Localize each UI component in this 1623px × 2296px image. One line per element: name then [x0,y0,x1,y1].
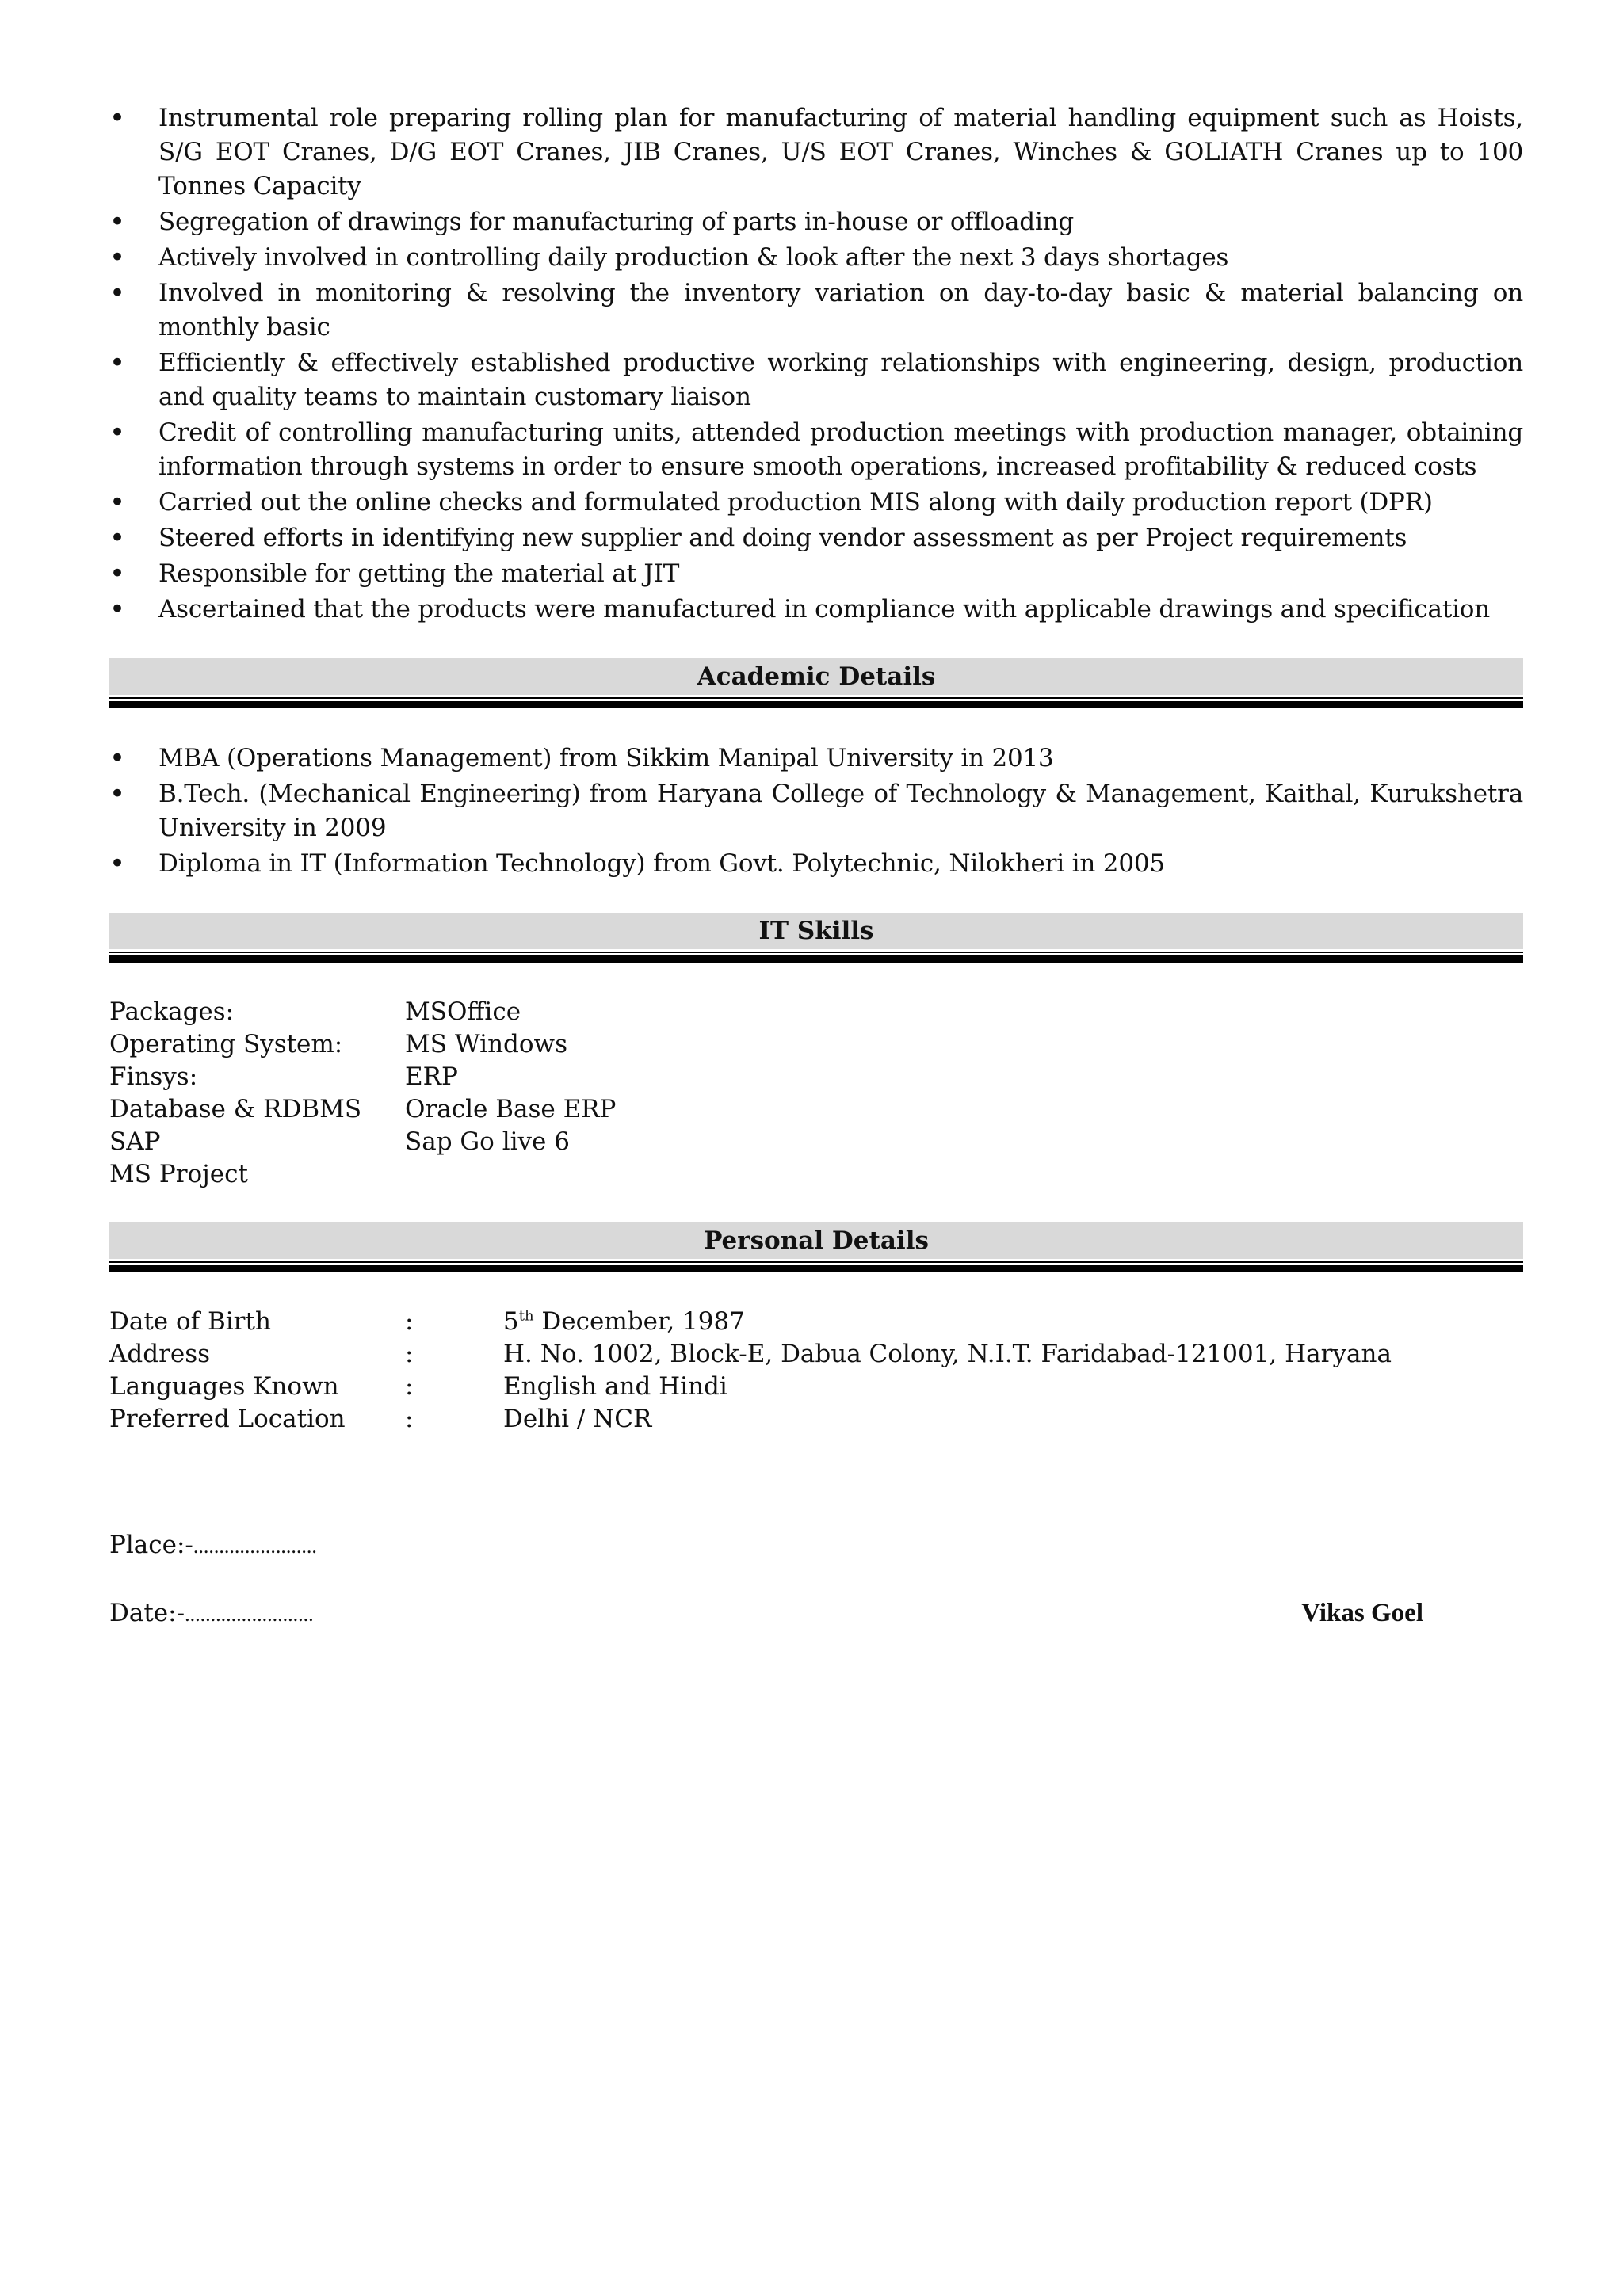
skill-value: MS Windows [405,1030,567,1058]
bullet-icon: • [109,242,125,273]
bullet-icon: • [109,206,125,238]
table-row [109,1306,1523,1338]
skill-label: Packages: [109,997,235,1026]
place-line: Place:-........................ [109,1531,317,1559]
bullet-icon: • [109,486,125,518]
separator: : [405,1405,414,1433]
table-row [109,996,1523,1028]
languages-label: Languages Known [109,1372,339,1401]
location-label: Preferred Location [109,1405,346,1433]
table-row [109,1371,1523,1403]
divider [109,952,1523,953]
separator: : [405,1372,414,1401]
location-value: Delhi / NCR [503,1405,652,1433]
section-title: IT Skills [109,913,1523,949]
divider [109,1261,1523,1263]
list-item: • Credit of controlling manufacturing units, attended production meetings with production manager, obtaining information through systems in order to ensure smooth operations, increased profitability & reduced costs [109,417,1523,481]
list-item: • MBA (Operations Management) from Sikkim Manipal University in 2013 [109,742,1054,774]
table-row [109,1338,1523,1371]
list-item: • Ascertained that the products were manufactured in compliance with applicable drawings and specification [109,593,1491,625]
bullet-icon: • [109,558,125,589]
list-item: • Segregation of drawings for manufacturing of parts in-house or offloading [109,206,1075,238]
separator: : [405,1307,414,1336]
date-line: Date:-......................... Vikas Goel [109,1599,1423,1627]
skill-label: Finsys: [109,1062,198,1091]
dob-label: Date of Birth [109,1307,271,1336]
bullet-icon: • [109,593,125,625]
bullet-icon: • [109,742,125,774]
bullet-icon: • [109,778,125,810]
dob-value: 5th December, 1987 [503,1307,745,1336]
academic-list [109,742,1523,881]
list-item: • Diploma in IT (Information Technology) from Govt. Polytechnic, Nilokheri in 2005 [109,848,1165,879]
languages-value: English and Hindi [503,1372,727,1401]
divider [109,697,1523,699]
experience-list [109,101,1523,627]
list-item: • Carried out the online checks and formulated production MIS along with daily production report (DPR) [109,486,1433,518]
skill-label: SAP [109,1127,161,1156]
table-row [109,1028,1523,1061]
skill-value: MSOffice [405,997,521,1026]
list-item: • Involved in monitoring & resolving the inventory variation on day-to-day basic & material balancing on monthly basic [109,277,1523,341]
section-title: Personal Details [109,1222,1523,1259]
list-item: • Steered efforts in identifying new supplier and doing vendor assessment as per Project requirements [109,522,1407,554]
skill-label: Database & RDBMS [109,1095,362,1123]
divider [109,1265,1523,1272]
skill-value: ERP [405,1062,458,1091]
list-item: • B.Tech. (Mechanical Engineering) from Haryana College of Technology & Management, Kaithal, Kurukshetra University in 2009 [109,778,1523,842]
skill-label: MS Project [109,1160,248,1188]
divider [109,955,1523,963]
skill-label: Operating System: [109,1030,343,1058]
list-item: • Actively involved in controlling daily production & look after the next 3 days shortages [109,242,1229,273]
bullet-icon: • [109,277,125,309]
list-item: • Instrumental role preparing rolling plan for manufacturing of material handling equipment such as Hoists, S/G EOT Cranes, D/G EOT Cranes, JIB Cranes, U/S EOT Cranes, Winches & GOLIATH Cranes up to 100 Tonnes Capacity [109,102,1523,200]
list-item: • Responsible for getting the material at JIT [109,558,680,589]
bullet-icon: • [109,102,125,134]
personal-section-header [109,1222,1523,1272]
skill-value: Sap Go live 6 [405,1127,570,1156]
separator: : [405,1340,414,1368]
bullet-icon: • [109,848,125,879]
address-value: H. No. 1002, Block-E, Dabua Colony, N.I.T. Faridabad-121001, Haryana [503,1340,1392,1368]
resume-page [109,101,1523,1628]
section-title: Academic Details [109,658,1523,695]
table-row [109,1403,1523,1436]
table-row [109,1126,1523,1158]
skill-value: Oracle Base ERP [405,1095,617,1123]
bullet-icon: • [109,522,125,554]
personal-details-table [109,1306,1523,1436]
it-skills-section-header [109,913,1523,963]
signature-block [109,1531,1523,1628]
divider [109,701,1523,708]
bullet-icon: • [109,417,125,448]
address-label: Address [109,1340,211,1368]
table-row [109,1093,1523,1126]
it-skills-table [109,996,1523,1191]
bullet-icon: • [109,347,125,379]
list-item: • Efficiently & effectively established productive working relationships with engineering, design, production and quality teams to maintain customary liaison [109,347,1523,411]
academic-section-header [109,658,1523,708]
table-row [109,1061,1523,1093]
table-row [109,1158,1523,1191]
signature-name: Vikas Goel [1301,1599,1423,1627]
